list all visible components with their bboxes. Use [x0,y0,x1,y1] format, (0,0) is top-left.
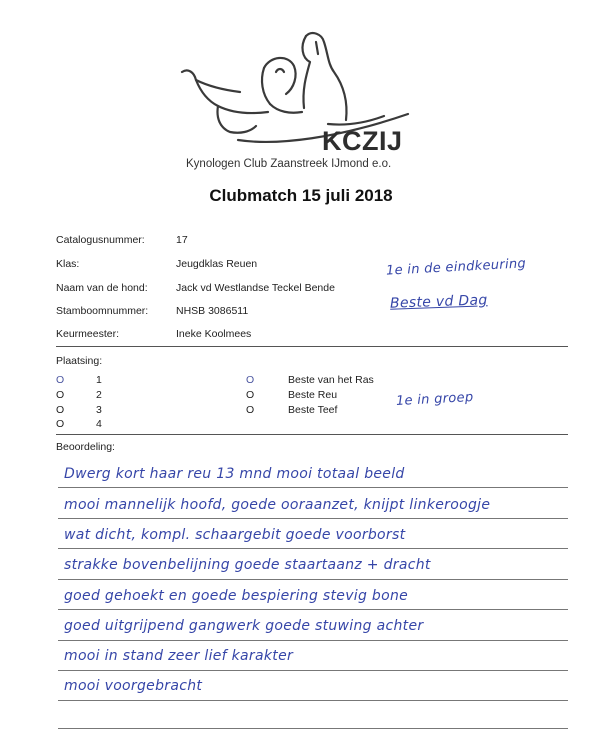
pedigree-number-value: NHSB 3086511 [176,305,249,317]
judge-label: Keurmeester: [56,328,120,340]
handwritten-note-group: 1e in groep [395,389,474,410]
award-radio-best-male[interactable]: O [246,389,255,401]
dog-name-label: Naam van de hond: [56,282,148,294]
award-option-best-of-breed: Beste van het Ras [288,374,374,386]
evaluation-label: Beoordeling: [56,441,115,453]
ruled-line [58,640,568,641]
evaluation-line-3: wat dicht, kompl. schaargebit goede voorborst [64,527,406,543]
ruled-line [58,700,568,701]
award-option-best-male: Beste Reu [288,389,338,401]
ruled-line [58,670,568,671]
award-option-best-female: Beste Teef [288,404,338,416]
dog-name-value: Jack vd Westlandse Teckel Bende [176,282,335,294]
evaluation-line-2: mooi mannelijk hoofd, goede ooraanzet, knijpt linkeroogje [64,497,491,513]
handwritten-note-final-ring: 1e in de eindkeuring [385,256,527,279]
club-name: Kynologen Club Zaanstreek IJmond e.o. [186,158,392,170]
placing-option-4: 4 [96,418,102,430]
brand-name: KCZIJ [322,126,403,156]
ruled-line [58,579,568,580]
catalog-number-label: Catalogusnummer: [56,234,145,246]
placing-radio-1[interactable]: O [56,374,65,386]
evaluation-line-4: strakke bovenbelijning goede staartaanz + dracht [64,557,431,573]
ruled-line [58,548,568,549]
catalog-number-value: 17 [176,234,188,246]
ruled-line [58,728,568,729]
evaluation-line-6: goed uitgrijpend gangwerk goede stuwing achter [64,618,424,634]
placing-option-3: 3 [96,404,102,416]
evaluation-line-1: Dwerg kort haar reu 13 mnd mooi totaal beeld [64,466,405,482]
award-radio-best-female[interactable]: O [246,404,255,416]
evaluation-line-8: mooi voorgebracht [64,678,203,694]
page-title: Clubmatch 15 juli 2018 [209,186,393,205]
evaluation-line-5: goed gehoekt en goede bespiering stevig bone [64,588,409,604]
placing-option-2: 2 [96,389,102,401]
placing-radio-4[interactable]: O [56,418,65,430]
pedigree-number-label: Stamboomnummer: [56,305,149,317]
class-label: Klas: [56,258,80,270]
divider-top [56,346,568,347]
ruled-line [58,609,568,610]
class-value: Jeugdklas Reuen [176,258,258,270]
divider-bottom [56,434,568,435]
award-radio-best-of-breed[interactable]: O [246,374,255,386]
evaluation-line-7: mooi in stand zeer lief karakter [64,648,294,664]
judge-value: Ineke Koolmees [176,328,252,340]
placing-radio-2[interactable]: O [56,389,65,401]
ruled-line [58,518,568,519]
placing-option-1: 1 [96,374,102,386]
placing-radio-3[interactable]: O [56,404,65,416]
placing-label: Plaatsing: [56,355,103,367]
ruled-line [58,487,568,488]
handwritten-note-best-of-day: Beste vd Dag [389,292,488,312]
